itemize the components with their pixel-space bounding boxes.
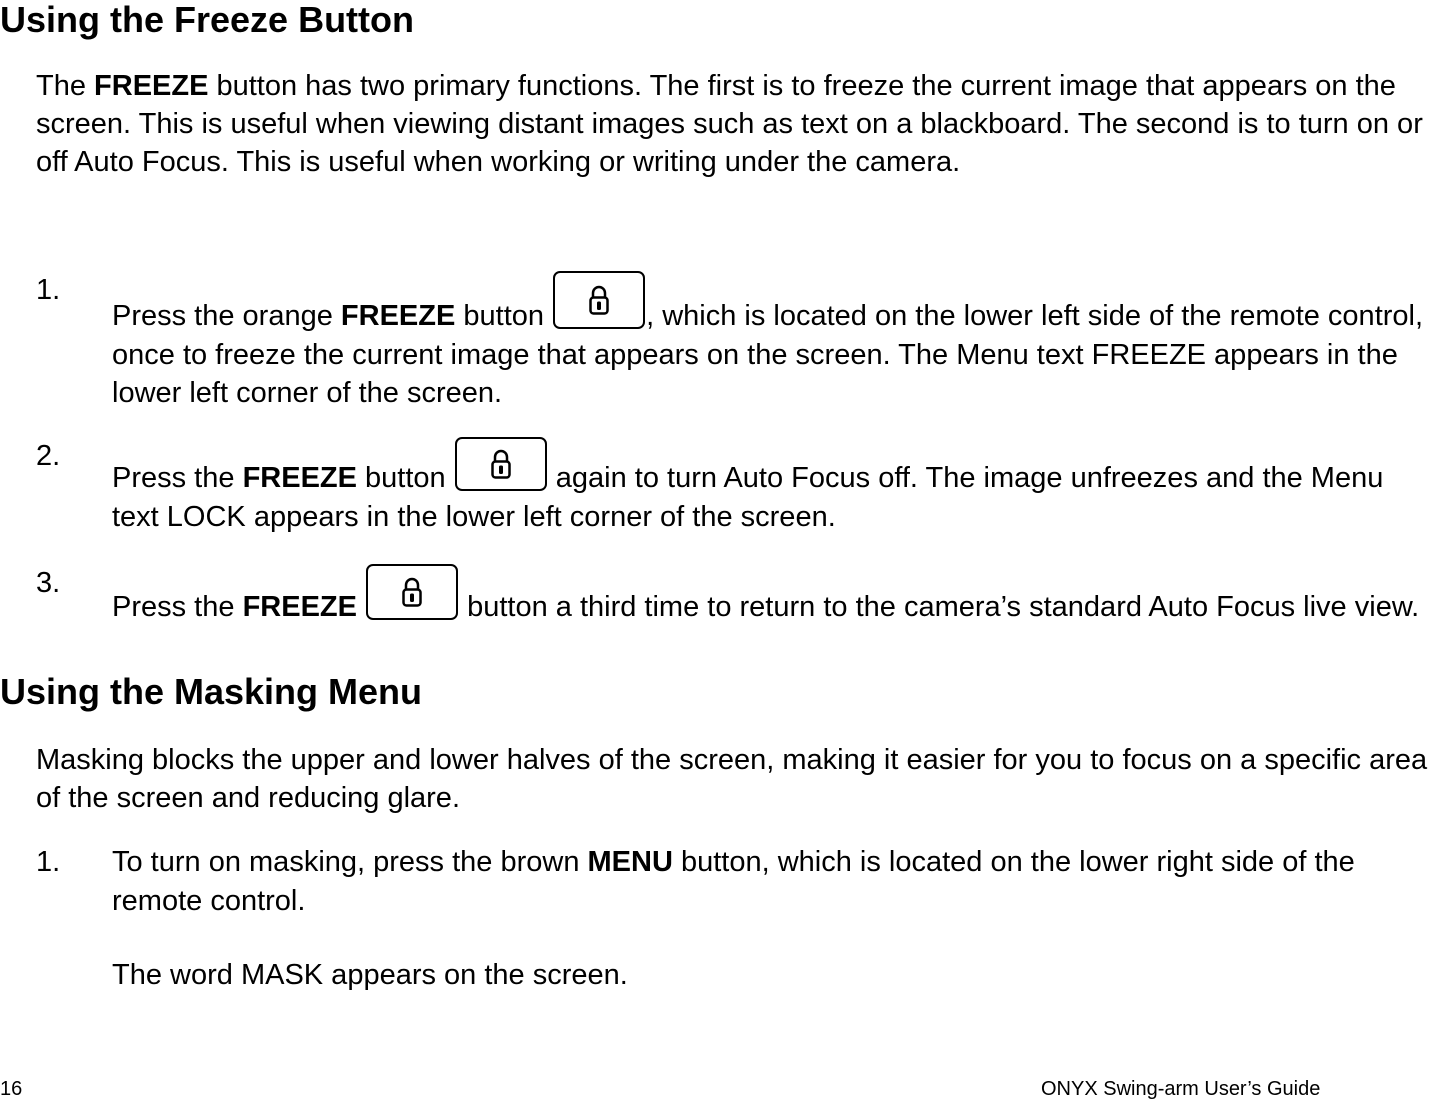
freeze-key-image [553, 271, 645, 329]
masking-note: The word MASK appears on the screen. [112, 959, 628, 991]
footer-title: ONYX Swing-arm User’s Guide [1041, 1078, 1321, 1100]
lock-icon [588, 285, 610, 315]
freeze-key-image [366, 564, 458, 620]
freeze-step-1: 1. Press the orange FREEZE button , which is located on the lower left side of the remote control, once to freeze the current image that appears on the screen. The Menu text FREEZE appears in the lower left corner of the screen. [36, 271, 1431, 413]
freeze-intro-paragraph: The FREEZE button has two primary functions. The first is to freeze the current image that appears on the screen. This is useful when viewing distant images such as text on a blackboard. The second is to turn on or off Auto Focus. This is useful when working or writing under the camera. [36, 70, 1423, 178]
freeze-step-2-text: Press the FREEZE button again to turn Auto Focus off. The image unfreezes and the Menu text LOCK appears in the lower left corner of the screen. [112, 437, 1431, 536]
freeze-step-3-text: Press the FREEZE button a third time to return to the camera’s standard Auto Focus live view. [112, 564, 1431, 627]
lock-icon [401, 577, 423, 607]
freeze-step-3: 3. Press the FREEZE button a third time to return to the camera’s standard Auto Focus live view. [36, 564, 1431, 627]
masking-step-1: 1. To turn on masking, press the brown MENU button, which is located on the lower right side of the remote control. [36, 843, 1431, 920]
masking-intro-paragraph: Masking blocks the upper and lower halves of the screen, making it easier for you to focus on a specific area of the screen and reducing glare. [36, 744, 1428, 814]
lock-icon [490, 449, 512, 479]
masking-step-1-text: To turn on masking, press the brown MENU button, which is located on the lower right side of the remote control. [112, 846, 1355, 917]
freeze-step-2: 2. Press the FREEZE button again to turn Auto Focus off. The image unfreezes and the Menu text LOCK appears in the lower left corner of the screen. [36, 437, 1431, 536]
section-heading-masking: Using the Masking Menu [0, 671, 423, 712]
section-heading-freeze: Using the Freeze Button [0, 0, 415, 40]
freeze-step-1-text: Press the orange FREEZE button , which is located on the lower left side of the remote control, once to freeze the current image that appears on the screen. The Menu text FREEZE appears in the lower left corner of the screen. [112, 271, 1431, 413]
freeze-key-image [455, 437, 547, 491]
page-number: 16 [0, 1078, 23, 1100]
